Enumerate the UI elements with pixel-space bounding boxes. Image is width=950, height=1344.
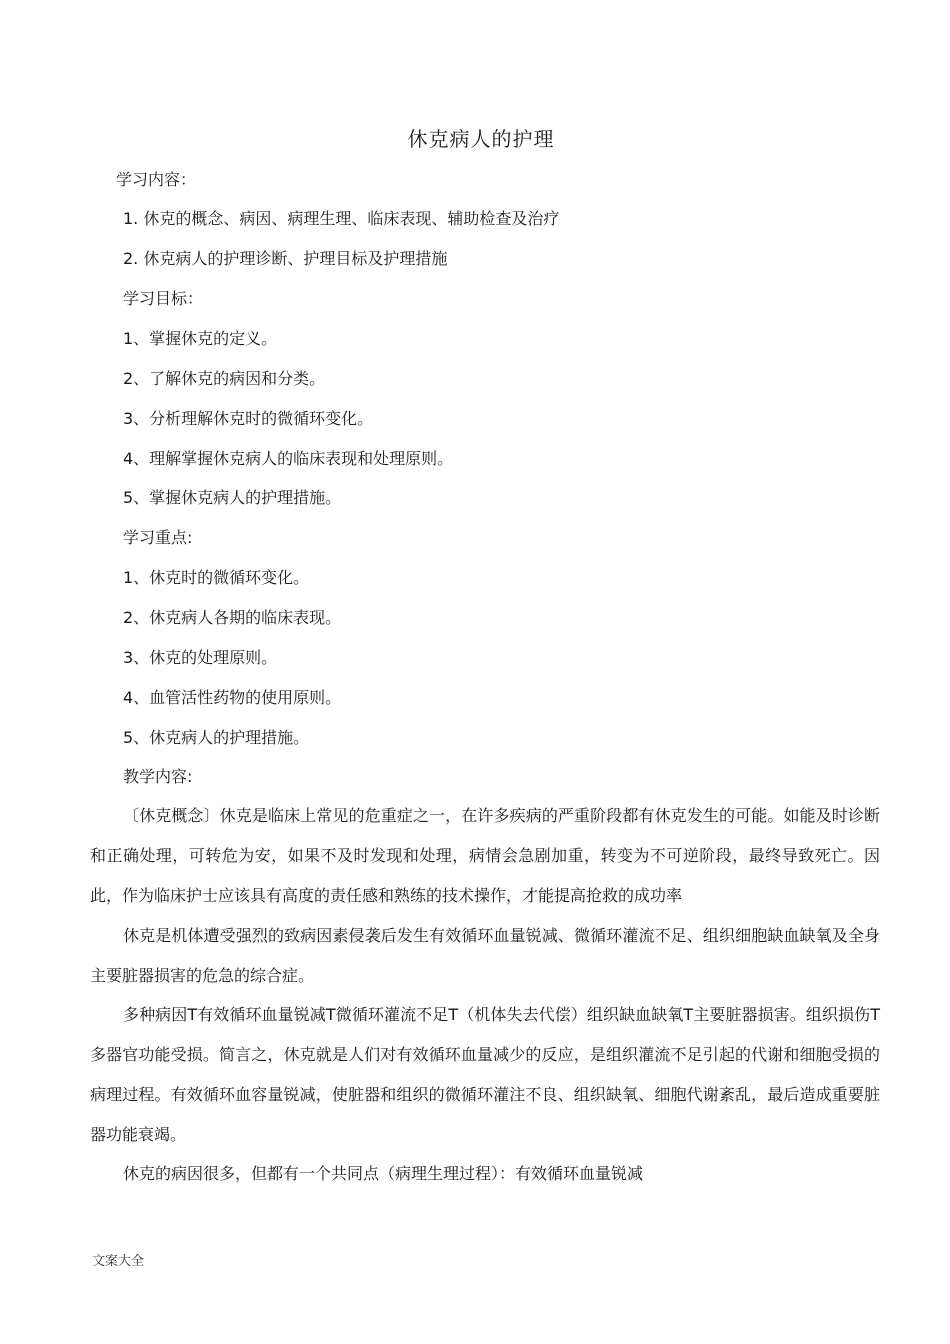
study-content-item: 2. 休克病人的护理诊断、护理目标及护理措施 [123,249,448,268]
study-focus-item: 2、休克病人各期的临床表现。 [123,608,342,627]
teaching-content-heading: 教学内容: [123,767,193,786]
body-paragraph: 〔休克概念〕休克是临床上常见的危重症之一，在许多疾病的严重阶段都有休克发生的可能。如能及时诊断和正确处理，可转危为安，如果不及时发现和处理，病情会急剧加重，转变为不可逆阶段，最终导致死亡。因此，作为临床护士应该具有高度的责任感和熟练的技术操作，才能提高抢救的成功率 [90,806,880,905]
study-content-heading: 学习内容： [116,170,197,189]
study-goal-item: 2、了解休克的病因和分类。 [123,369,326,388]
study-content-item: 1. 休克的概念、病因、病理生理、临床表现、辅助检查及治疗 [123,209,560,228]
study-goals-heading: 学习目标： [123,289,204,308]
study-focus-heading: 学习重点: [123,528,193,547]
study-focus-item: 1、休克时的微循环变化。 [123,568,310,587]
study-goal-item: 5、掌握休克病人的护理措施。 [123,488,342,507]
study-focus-item: 3、休克的处理原则。 [123,648,278,667]
page-title: 休克病人的护理 [407,127,555,151]
body-paragraph: 休克是机体遭受强烈的致病因素侵袭后发生有效循环血量锐减、微循环灌流不足、组织细胞缺血缺氧及全身主要脏器损害的危急的综合症。 [90,926,880,985]
study-focus-item: 4、血管活性药物的使用原则。 [123,688,342,707]
study-goal-item: 1、掌握休克的定义。 [123,329,278,348]
study-goal-item: 4、理解掌握休克病人的临床表现和处理原则。 [123,449,454,468]
body-paragraph: 休克的病因很多，但都有一个共同点（病理生理过程）：有效循环血量锐减 [123,1164,644,1183]
study-goal-item: 3、分析理解休克时的微循环变化。 [123,409,374,428]
page-footer: 文案大全 [92,1254,145,1269]
body-paragraph: 多种病因T有效循环血量锐减T微循环灌流不足T（机体失去代偿）组织缺血缺氧T主要脏器损害。组织损伤T多器官功能受损。简言之，休克就是人们对有效循环血量减少的反应，是组织灌流不足引起的代谢和细胞受损的病理过程。有效循环血容量锐减，使脏器和组织的微循环灌注不良、组织缺氧、细胞代谢紊乱，最后造成重要脏器功能衰竭。 [90,1005,880,1144]
study-focus-item: 5、休克病人的护理措施。 [123,728,310,747]
